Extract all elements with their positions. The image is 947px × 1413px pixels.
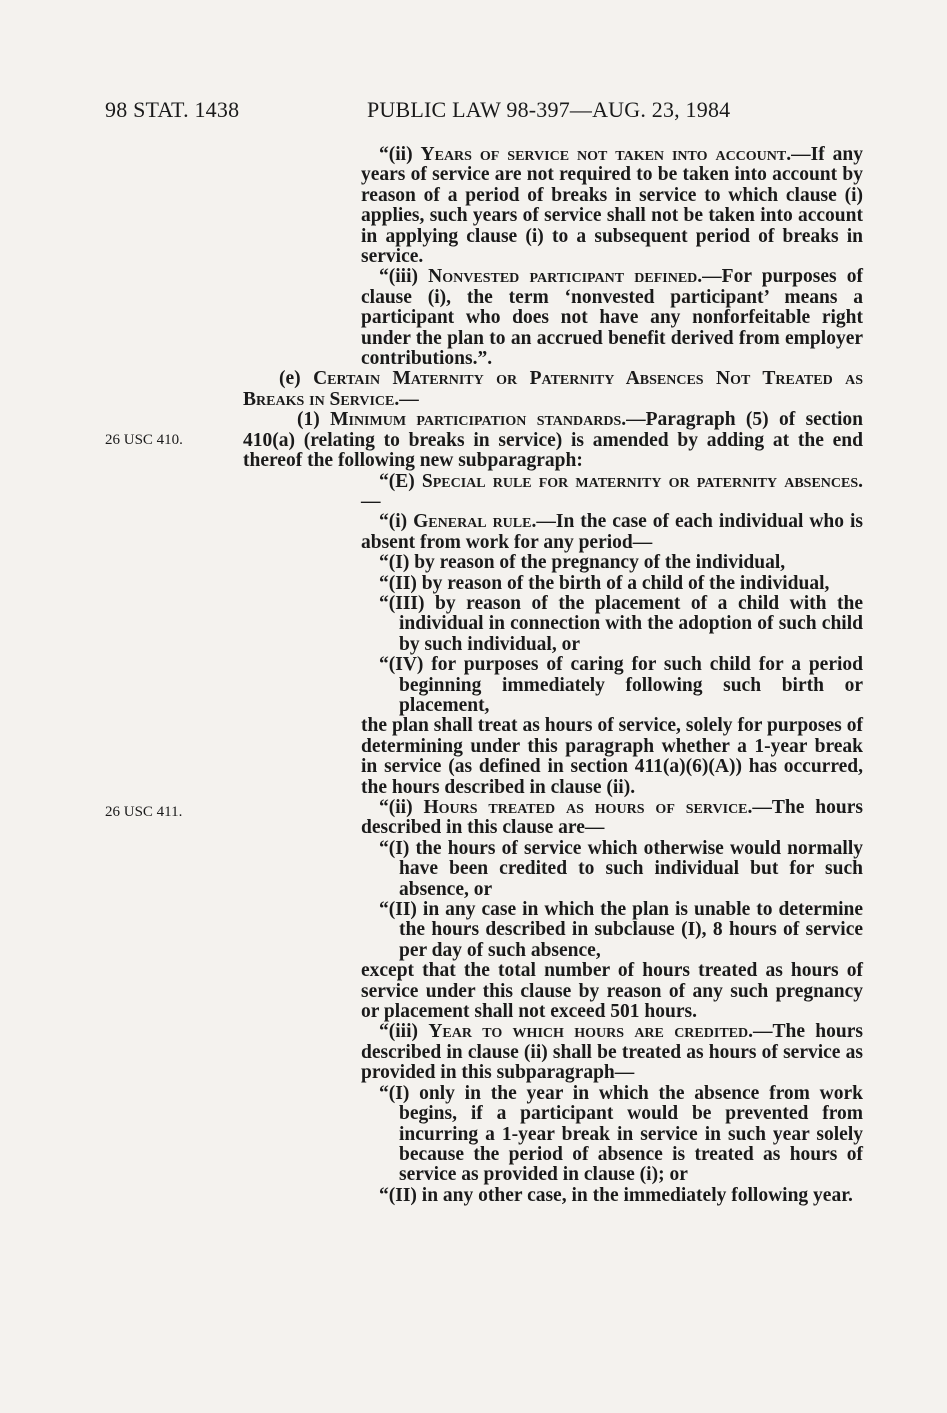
margin-note-usc-410: 26 USC 410.	[105, 432, 183, 448]
clause-heading: Years of service not taken into account	[420, 144, 787, 165]
subclause-II-birth: “(II) by reason of the birth of a child of the individual,	[379, 572, 830, 594]
subparagraph-heading: Special rule for maternity or paternity absences	[421, 470, 859, 492]
clause-heading: General rule	[413, 511, 532, 533]
subclause-III-adoption: “(III) by reason of the placement of a child with the individual in connection with the adoption of such child by such individual, or	[379, 592, 863, 655]
clause-iii-nonvested-defined: “(iii) Nonvested participant defined.—For purposes of clause (i), the term ‘nonvested participant’ means a participant who does not have any nonforfeitable right under the plan to an accrued benefit derived from employer contributions.”.	[361, 266, 863, 370]
clause-iii-year-credited: “(iii) Year to which hours are credited.—The hours described in clause (ii) shall be treated as hours of service as provided in this subparagraph—	[361, 1021, 863, 1084]
clause-ii-hours-treated: “(ii) Hours treated as hours of service.—The hours described in this clause are—	[361, 797, 863, 839]
subclause-II-following-year: “(II) in any other case, in the immediately following year.	[379, 1184, 853, 1206]
margin-note-usc-411: 26 USC 411.	[105, 804, 183, 820]
clause-heading: Hours treated as hours of service	[423, 797, 748, 818]
subclause-IV-caring: “(IV) for purposes of caring for such child for a period beginning immediately following such birth or placement,	[379, 654, 863, 716]
clause-i-general-rule: “(i) General rule.—In the case of each individual who is absent from work for any period—	[361, 511, 863, 553]
subsection-e-heading: (e) Certain Maternity or Paternity Absences Not Treated as Breaks in Service.—	[243, 368, 863, 410]
paragraph-1-minimum-participation: (1) Minimum participation standards.—Paragraph (5) of section 410(a) (relating to breaks in service) is amended by adding at the end thereof the following new subparagraph:	[243, 409, 863, 472]
subclause-II-eight-hours: “(II) in any case in which the plan is unable to determine the hours described in subclause (I), 8 hours of service per day of such absence,	[379, 899, 863, 961]
subclause-I-normal-hours: “(I) the hours of service which otherwise would normally have been credited to such individual but for such absence, or	[379, 837, 863, 900]
subparagraph-e-special-rule: “(E) Special rule for maternity or paternity absences.—	[361, 470, 864, 512]
clause-heading: Year to which hours are credited	[428, 1021, 749, 1043]
paragraph-heading: Minimum participation standards	[330, 409, 622, 431]
clause-heading: Nonvested participant defined	[428, 266, 698, 288]
document-body	[243, 145, 863, 1206]
flush-text-hours-of-service: the plan shall treat as hours of service, solely for purposes of determining under this paragraph whether a 1-year break in service (as defined in section 411(a)(6)(A)) has occurred, the hours described in clause (ii).	[361, 715, 863, 798]
public-law-title: PUBLIC LAW 98-397—AUG. 23, 1984	[367, 97, 731, 122]
subclause-I-pregnancy: “(I) by reason of the pregnancy of the individual,	[379, 552, 786, 574]
section-heading: Certain Maternity or Paternity Absences Not Treated as Breaks in Service	[243, 368, 863, 410]
stat-page-number: 98 STAT. 1438	[105, 97, 240, 122]
subclause-I-year-absence-begins: “(I) only in the year in which the absence from work begins, if a participant would be prevented from incurring a 1-year break in service in such year solely because the period of absence is treated as hours of service as provided in clause (i); or	[379, 1082, 863, 1186]
flush-text-501-hours: except that the total number of hours treated as hours of service under this clause by reason of any such pregnancy or placement shall not exceed 501 hours.	[361, 960, 863, 1023]
clause-ii-years-not-counted: “(ii) Years of service not taken into account.—If any years of service are not required to be taken into account by reason of a period of breaks in service to which clause (i) applies, such years of service shall not be taken into account in applying clause (i) to a subsequent period of breaks in service.	[361, 144, 864, 268]
